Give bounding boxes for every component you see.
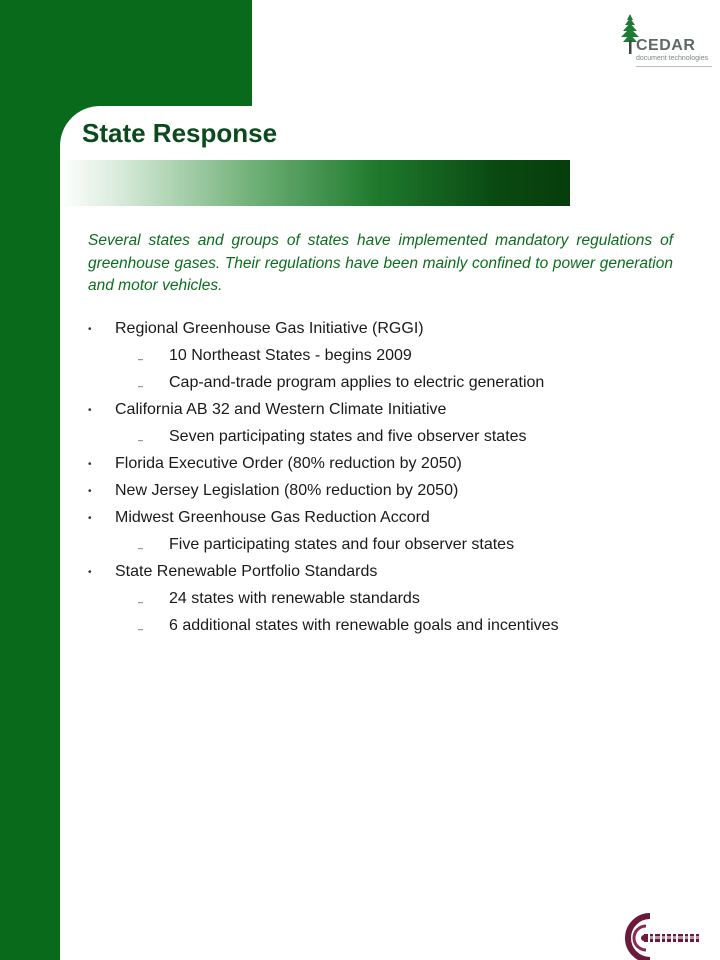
bullet-icon: •: [88, 486, 92, 497]
bullet-text: 6 additional states with renewable goals and incentives: [169, 617, 559, 634]
sub-bullet-item: [88, 534, 688, 561]
left-green-bar: [0, 0, 60, 960]
bullet-icon: •: [88, 324, 92, 335]
bullet-item: [88, 318, 688, 345]
sub-bullet-item: [88, 426, 688, 453]
bullet-icon: •: [88, 567, 92, 578]
bullet-item: [88, 453, 688, 480]
bullet-text: State Renewable Portfolio Standards: [115, 563, 378, 580]
bullet-icon: •: [88, 513, 92, 524]
bullet-text: 10 Northeast States - begins 2009: [169, 347, 412, 364]
bullet-text: California AB 32 and Western Climate Initiative: [115, 401, 447, 418]
bullet-text: 24 states with renewable standards: [169, 590, 420, 607]
bullet-item: [88, 507, 688, 534]
bullet-icon: •: [88, 459, 92, 470]
dash-icon: –: [138, 597, 144, 607]
intro-paragraph: Several states and groups of states have implemented mandatory regulations of greenhouse gases. Their regulations have been mainly confined to power generation and motor vehicles.: [88, 232, 673, 294]
sub-bullet-item: [88, 345, 688, 372]
logo-name: CEDAR: [636, 37, 696, 54]
logo-tagline: document technologies: [636, 55, 708, 62]
sub-bullet-item: [88, 372, 688, 399]
bullet-text: Florida Executive Order (80% reduction by 2050): [115, 455, 462, 472]
dash-icon: –: [138, 354, 144, 364]
bullet-icon: •: [88, 405, 92, 416]
gradient-bar: [60, 160, 570, 206]
sub-bullet-item: [88, 588, 688, 615]
bullet-text: New Jersey Legislation (80% reduction by 2050): [115, 482, 459, 499]
bullet-text: Regional Greenhouse Gas Initiative (RGGI): [115, 320, 424, 337]
bullet-text: Cap-and-trade program applies to electric generation: [169, 374, 545, 391]
slide-title: State Response: [82, 118, 278, 148]
dash-icon: –: [138, 381, 144, 391]
bullet-item: [88, 561, 688, 588]
dash-icon: –: [138, 624, 144, 634]
bullet-text: Five participating states and four observer states: [169, 536, 515, 553]
bullet-text: Seven participating states and five observer states: [169, 428, 527, 445]
bullet-item: [88, 480, 688, 507]
sub-bullet-item: [88, 615, 688, 642]
circular-brand-mark-icon: [620, 910, 720, 960]
bullet-text: Midwest Greenhouse Gas Reduction Accord: [115, 509, 430, 526]
bullet-list: [88, 318, 688, 642]
dash-icon: –: [138, 543, 144, 553]
bullet-item: [88, 399, 688, 426]
dash-icon: –: [138, 435, 144, 445]
